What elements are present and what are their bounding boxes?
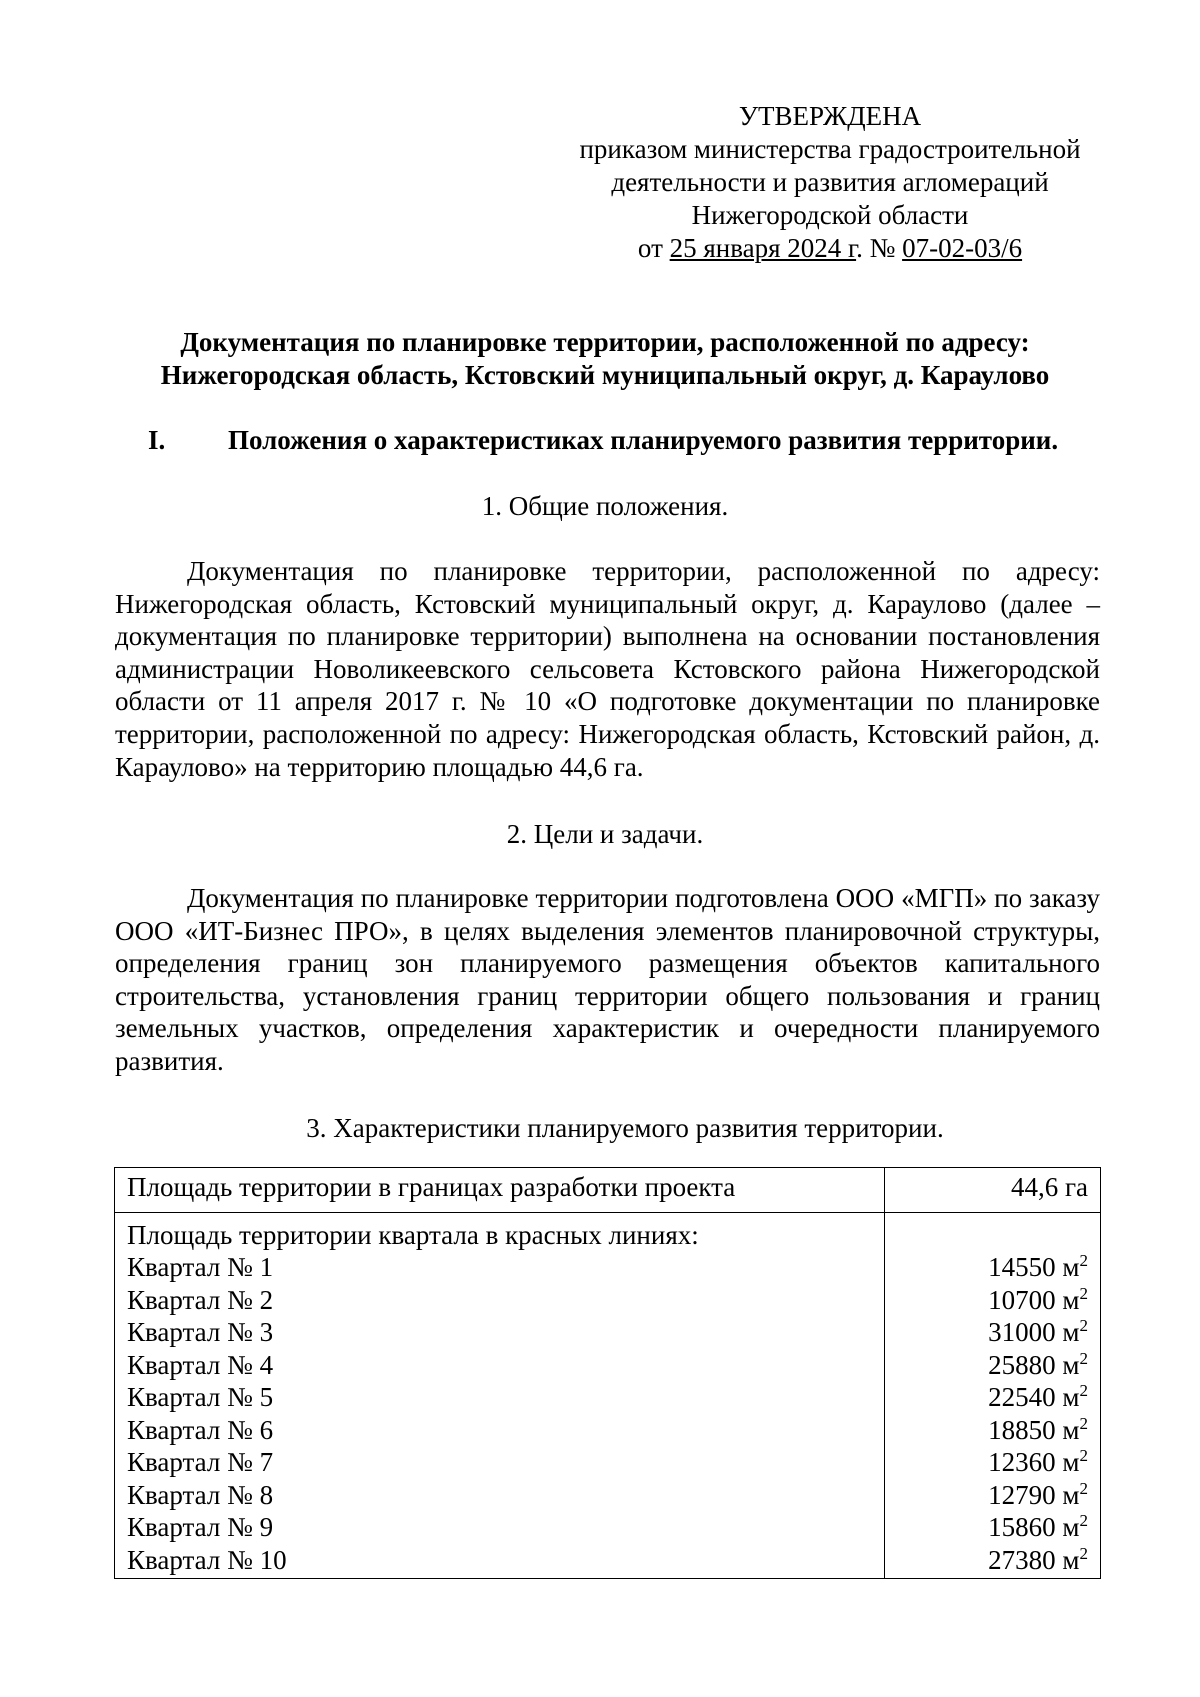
- quarter-area-unit: м: [1062, 1284, 1080, 1315]
- quarters-value-cell: [885, 1212, 1101, 1579]
- quarter-area: [897, 1511, 1088, 1544]
- quarter-area: [897, 1316, 1088, 1349]
- quarter-area-unit: м: [1062, 1512, 1080, 1542]
- quarter-area: [897, 1544, 1088, 1577]
- total-area-label: Площадь территории в границах разработки проекта: [115, 1168, 885, 1213]
- subsection-2-heading: 2. Цели и задачи.: [506, 819, 704, 849]
- subsection-1-heading: 1. Общие положения.: [481, 491, 729, 521]
- document-title-line-2: Нижегородская область, Кстовский муниципальный округ, д. Караулово: [160, 360, 1050, 390]
- quarter-area-unit-power: 2: [1079, 1283, 1088, 1303]
- quarter-area-unit: м: [1062, 1349, 1080, 1380]
- quarter-area: [897, 1349, 1088, 1382]
- quarter-area-number: 25880: [988, 1349, 1063, 1380]
- quarter-area: [897, 1251, 1088, 1284]
- quarter-area-unit-power: 2: [1079, 1413, 1088, 1433]
- quarter-area-number: 12360: [988, 1447, 1063, 1477]
- quarter-area-number: 10700: [988, 1284, 1063, 1315]
- approval-stamp: [560, 100, 1100, 265]
- quarter-area: [897, 1381, 1088, 1414]
- section-number: I.: [148, 425, 166, 455]
- quarter-area: [897, 1284, 1088, 1317]
- approval-date: 25 января 2024 г: [669, 233, 857, 263]
- approval-number: 07-02-03/6: [902, 233, 1023, 263]
- quarter-area-unit: м: [1062, 1414, 1080, 1445]
- total-area-value: 44,6 га: [885, 1168, 1101, 1213]
- subsection-2-text: Документация по планировке территории подготовлена ООО «МГП» по заказу ООО «ИТ-Бизнес ПРО», в целях выделения элементов планировочной структуры, определения границ зон планируемого размещения объектов капитального строительства, установления границ территории общего пользования и границ земельных участков, определения характеристик и очередности планируемого развития.: [115, 883, 1100, 1076]
- quarter-area-unit: м: [1062, 1252, 1080, 1282]
- quarter-label: Квартал № 5: [127, 1382, 274, 1412]
- quarter-area-number: 15860: [988, 1512, 1063, 1542]
- section-heading: [148, 424, 1108, 457]
- quarter-area-number: 12790: [988, 1479, 1063, 1510]
- subsection-1-text: Документация по планировке территории, расположенной по адресу: Нижегородская область, Кстовский муниципальный округ, д. Караулово (далее – документация по планировке территории) выполнена на основании постановления администрации Новоликеевского сельсовета Кстовского района Нижегородской области от 11 апреля 2017 г. № 10 «О подготовке документации по планировке территории, расположенной по адресу: Нижегородская область, Кстовский район, д. Караулово» на территорию площадью 44,6 га.: [115, 556, 1100, 782]
- approval-date-line: [560, 232, 1100, 265]
- approval-number-prefix: . №: [856, 233, 903, 263]
- section-title: Положения о характеристиках планируемого развития территории.: [228, 425, 1059, 455]
- quarters-header: Площадь территории квартала в красных линиях:: [127, 1219, 699, 1250]
- quarter-area-unit-power: 2: [1079, 1543, 1088, 1563]
- quarter-label: Квартал № 2: [127, 1284, 274, 1315]
- quarters-label-cell: [115, 1212, 885, 1579]
- quarter-area-unit: м: [1062, 1479, 1080, 1510]
- quarter-area-unit: м: [1062, 1317, 1080, 1347]
- document-title: [110, 326, 1100, 392]
- approval-line-1: приказом министерства градостроительной: [579, 134, 1081, 164]
- quarters-header-spacer: [897, 1219, 1088, 1252]
- quarter-area-unit-power: 2: [1079, 1381, 1088, 1400]
- quarter-area-unit-power: 2: [1079, 1251, 1088, 1270]
- quarter-label: Квартал № 7: [127, 1447, 274, 1477]
- quarter-area-unit-power: 2: [1079, 1511, 1088, 1530]
- quarter-label: Квартал № 6: [127, 1414, 274, 1445]
- quarter-area-number: 22540: [988, 1382, 1063, 1412]
- quarter-label: Квартал № 1: [127, 1252, 274, 1282]
- quarter-label: Квартал № 10: [127, 1544, 287, 1575]
- quarter-area-unit: м: [1062, 1447, 1080, 1477]
- quarter-area-unit: м: [1062, 1544, 1080, 1575]
- quarter-area-unit-power: 2: [1079, 1446, 1088, 1465]
- quarter-label: Квартал № 8: [127, 1479, 274, 1510]
- quarter-area-number: 14550: [988, 1252, 1063, 1282]
- quarter-labels: [127, 1251, 872, 1576]
- subsection-3-heading: 3. Характеристики планируемого развития территории.: [306, 1113, 944, 1143]
- table-row: [115, 1168, 1101, 1213]
- quarter-label: Квартал № 4: [127, 1349, 274, 1380]
- approval-line-2: деятельности и развития агломераций: [611, 167, 1049, 197]
- quarter-area-unit-power: 2: [1079, 1478, 1088, 1498]
- quarter-area-unit: м: [1062, 1382, 1080, 1412]
- quarter-area: [897, 1479, 1088, 1512]
- quarter-area-number: 31000: [988, 1317, 1063, 1347]
- quarter-area: [897, 1446, 1088, 1479]
- quarter-area-number: 18850: [988, 1414, 1063, 1445]
- quarter-area: [897, 1414, 1088, 1447]
- quarter-area-unit-power: 2: [1079, 1316, 1088, 1335]
- quarter-label: Квартал № 3: [127, 1317, 274, 1347]
- approval-line-3: Нижегородской области: [691, 200, 969, 230]
- approval-date-prefix: от: [637, 233, 670, 263]
- table-row: [115, 1212, 1101, 1579]
- approval-heading: УТВЕРЖДЕНА: [738, 101, 922, 131]
- quarter-area-unit-power: 2: [1079, 1348, 1088, 1368]
- document-title-line-1: Документация по планировке территории, расположенной по адресу:: [180, 327, 1030, 357]
- characteristics-table: [114, 1167, 1101, 1579]
- quarter-area-number: 27380: [988, 1544, 1063, 1575]
- quarter-label: Квартал № 9: [127, 1512, 274, 1542]
- quarter-values: [897, 1251, 1088, 1576]
